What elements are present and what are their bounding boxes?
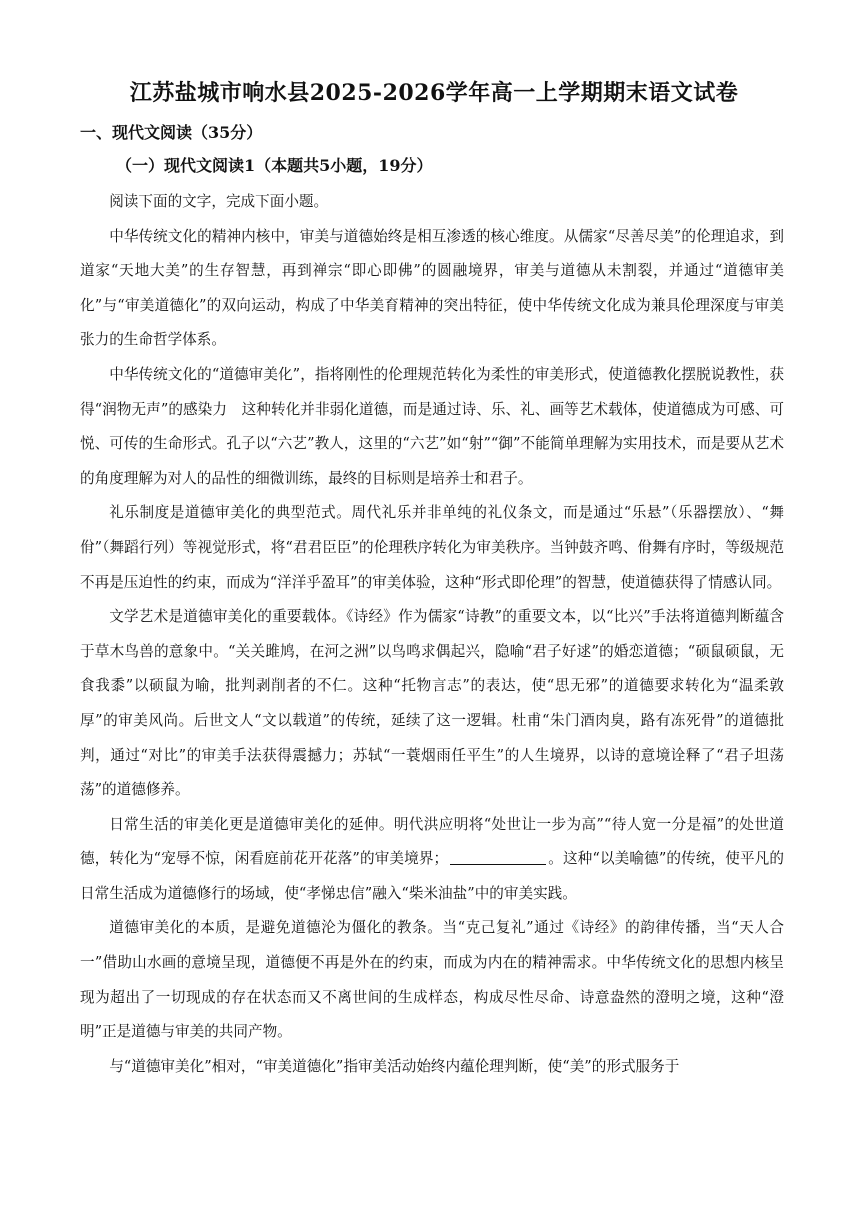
passage-paragraph-4: 文学艺术是道德审美化的重要载体。《诗经》作为儒家“诗教”的重要文本，以“比兴”手法将道德判断蕴含于草木鸟兽的意象中。“关关雎鸠，在河之洲”以鸟鸣求偶起兴，隐喻“君子好逑”的婚恋道德；“硕鼠硕鼠，无食我黍”以硕鼠为喻，批判剥削者的不仁。这种“托物言志”的表达，使“思无邪”的道德要求转化为“温柔敦厚”的审美风尚。后世文人“文以载道”的传统，延续了这一逻辑。杜甫“朱门酒肉臭，路有冻死骨”的道德批判，通过“对比”的审美手法获得震撼力；苏轼“一蓑烟雨任平生”的人生境界，以诗的意境诠释了“君子坦荡荡”的道德修养。 — [80, 608, 784, 799]
passage-paragraph-1: 中华传统文化的精神内核中，审美与道德始终是相互渗透的核心维度。从儒家“尽善尽美”的伦理追求，到道家“天地大美”的生存智慧，再到禅宗“即心即佛”的圆融境界，审美与道德从未割裂，并通过“道德审美化”与“审美道德化”的双向运动，构成了中华美育精神的突出特征，使中华传统文化成为兼具伦理深度与审美张力的生命哲学体系。 — [80, 227, 784, 349]
page-title: 江苏盐城市响水县2025-2026学年高一上学期期末语文试卷 — [129, 80, 739, 106]
passage-paragraph-2: 中华传统文化的“道德审美化”，指将刚性的伦理规范转化为柔性的审美形式，使道德教化摆脱说教性，获得“润物无声”的感染力 这种转化并非弱化道德，而是通过诗、乐、礼、画等艺术载体，使道德成为可感、可悦、可传的生命形式。孔子以“六艺”教人，这里的“六艺”如“射”“御”不能简单理解为实用技术，而是要从艺术的角度理解为对人的品性的细微训练，最终的目标则是培养士和君子。 — [80, 365, 784, 487]
instruction-text: 阅读下面的文字，完成下面小题。 — [109, 193, 329, 210]
reading-passage — [80, 185, 784, 1084]
fill-in-blank-line — [450, 850, 546, 866]
sub-section-heading: （一）现代文阅读1（本题共5小题，19分） — [116, 156, 433, 175]
passage-paragraph-6: 道德审美化的本质，是避免道德沦为僵化的教条。当“克己复礼”通过《诗经》的韵律传播，当“天人合一”借助山水画的意境呈现，道德便不再是外在的约束，而成为内在的精神需求。中华传统文化的思想内核呈现为超出了一切现成的存在状态而又不离世间的生成样态，构成尽性尽命、诗意盎然的澄明之境，这种“澄明”正是道德与审美的共同产物。 — [80, 919, 784, 1041]
passage-paragraph-3: 礼乐制度是道德审美化的典型范式。周代礼乐并非单纯的礼仪条文，而是通过“乐悬”（乐器摆放）、“舞佾”（舞蹈行列）等视觉形式，将“君君臣臣”的伦理秩序转化为审美秩序。当钟鼓齐鸣、佾舞有序时，等级规范不再是压迫性的约束，而成为“洋洋乎盈耳”的审美体验，这种“形式即伦理”的智慧，使道德获得了情感认同。 — [80, 504, 784, 591]
paragraph-5-before-blank: 日常生活的审美化更是道德审美化的延伸。明代洪应明将“处世让一步为高”“待人宽一分是福”的处世道德，转化为“宠辱不惊，闲看庭前花开花落”的审美境界； — [80, 815, 784, 868]
paragraph-5-after-blank: 。这种“以美喻德”的传统，使平凡的日常生活成为道德修行的场域，使“孝悌忠信”融入“柴米油盐”中的审美实践。 — [80, 850, 784, 902]
passage-paragraph-7: 与“道德审美化”相对，“审美道德化”指审美活动始终内蕴伦理判断，使“美”的形式服务于 — [109, 1057, 680, 1075]
section-heading: 一、现代文阅读（35分） — [80, 123, 263, 142]
passage-paragraph-5 — [80, 808, 784, 912]
